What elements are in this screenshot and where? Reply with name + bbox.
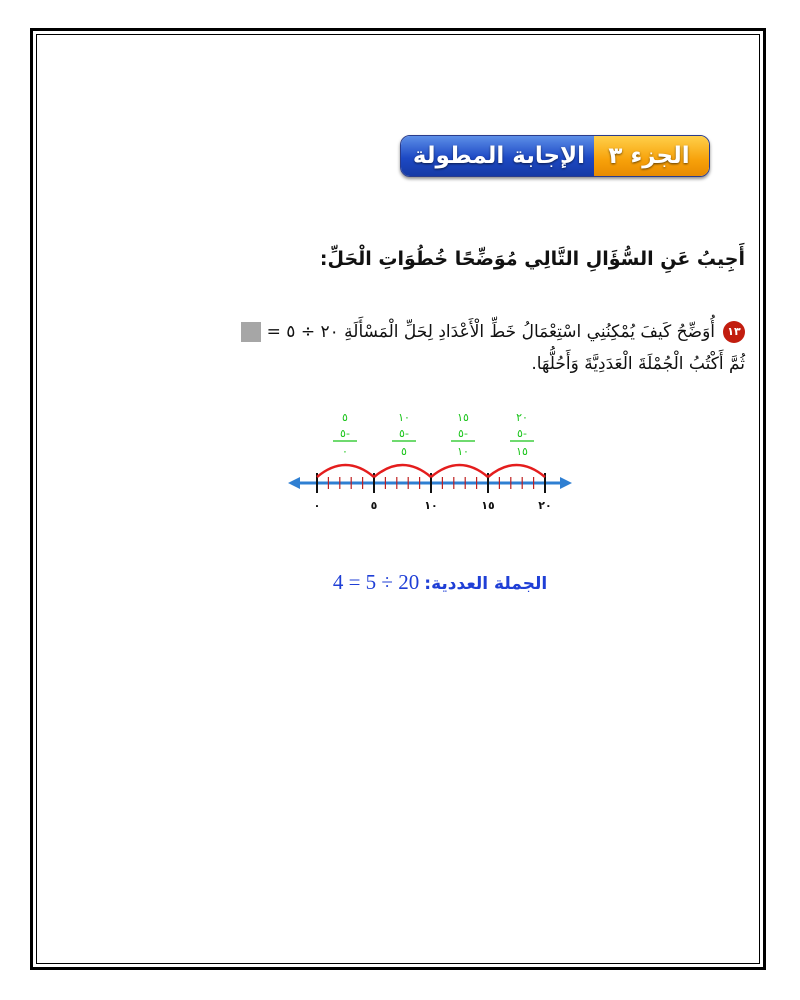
number-line-tick-label: ١٠ — [424, 499, 438, 512]
number-sentence-equation: 4 = 5 ÷ 20 — [332, 570, 420, 594]
work-result-number: ١٥ — [516, 445, 528, 458]
section-banner — [400, 135, 710, 177]
question-text-1: أُوَضِّحُ كَيفَ يُمْكِنُنِي اسْتِعْمَالُ خَطِّ الْأَعْدَادِ لِحَلِّ الْمَسْأَلَةِ ٢٠ ÷ ٥ = — [266, 322, 715, 342]
question-text-2: ثُمَّ أَكْتُبُ الْجُمْلَةَ الْعَدَدِيَّةَ وَأَحُلُّهَا. — [531, 354, 745, 374]
work-minus-number: ٥- — [340, 427, 350, 440]
work-minus-number: ٥- — [517, 427, 527, 440]
banner-title: الإجابة المطولة — [412, 143, 586, 169]
work-minus-number: ٥- — [458, 427, 468, 440]
number-line-jump-arc — [431, 465, 488, 477]
work-top-number: ٥ — [342, 411, 348, 424]
number-line-jump-arc — [317, 465, 374, 477]
work-top-number: ١٥ — [457, 411, 469, 424]
number-line-tick-label: ٢٠ — [538, 499, 552, 512]
work-result-number: ١٠ — [457, 445, 469, 458]
question-line-1 — [125, 316, 745, 348]
instruction-text: أَجِيبُ عَنِ السُّؤَالِ التَّالِي مُوَضِّحًا خُطُوَاتِ الْحَلِّ: — [319, 248, 745, 270]
banner-part-label: الجزء ٣ — [608, 143, 690, 169]
work-result-number: ٠ — [342, 445, 348, 458]
number-line-left-arrow — [288, 477, 300, 489]
number-line-diagram — [280, 405, 580, 520]
number-line-jump-arc — [488, 465, 545, 477]
work-top-number: ٢٠ — [516, 411, 528, 424]
number-line-right-arrow — [560, 477, 572, 489]
number-sentence-label: الجملة العددية: — [424, 574, 548, 594]
number-line-tick-label: ٥ — [370, 499, 378, 512]
number-sentence — [310, 570, 570, 595]
number-line-jump-arc — [374, 465, 431, 477]
number-line-tick-label: ١٥ — [481, 499, 495, 512]
question-number-badge: ١٣ — [723, 321, 745, 343]
work-result-number: ٥ — [401, 445, 407, 458]
question-block — [125, 316, 745, 380]
answer-placeholder-box — [241, 322, 261, 342]
work-top-number: ١٠ — [398, 411, 410, 424]
work-minus-number: ٥- — [399, 427, 409, 440]
number-line-tick-label: ٠ — [313, 499, 321, 512]
